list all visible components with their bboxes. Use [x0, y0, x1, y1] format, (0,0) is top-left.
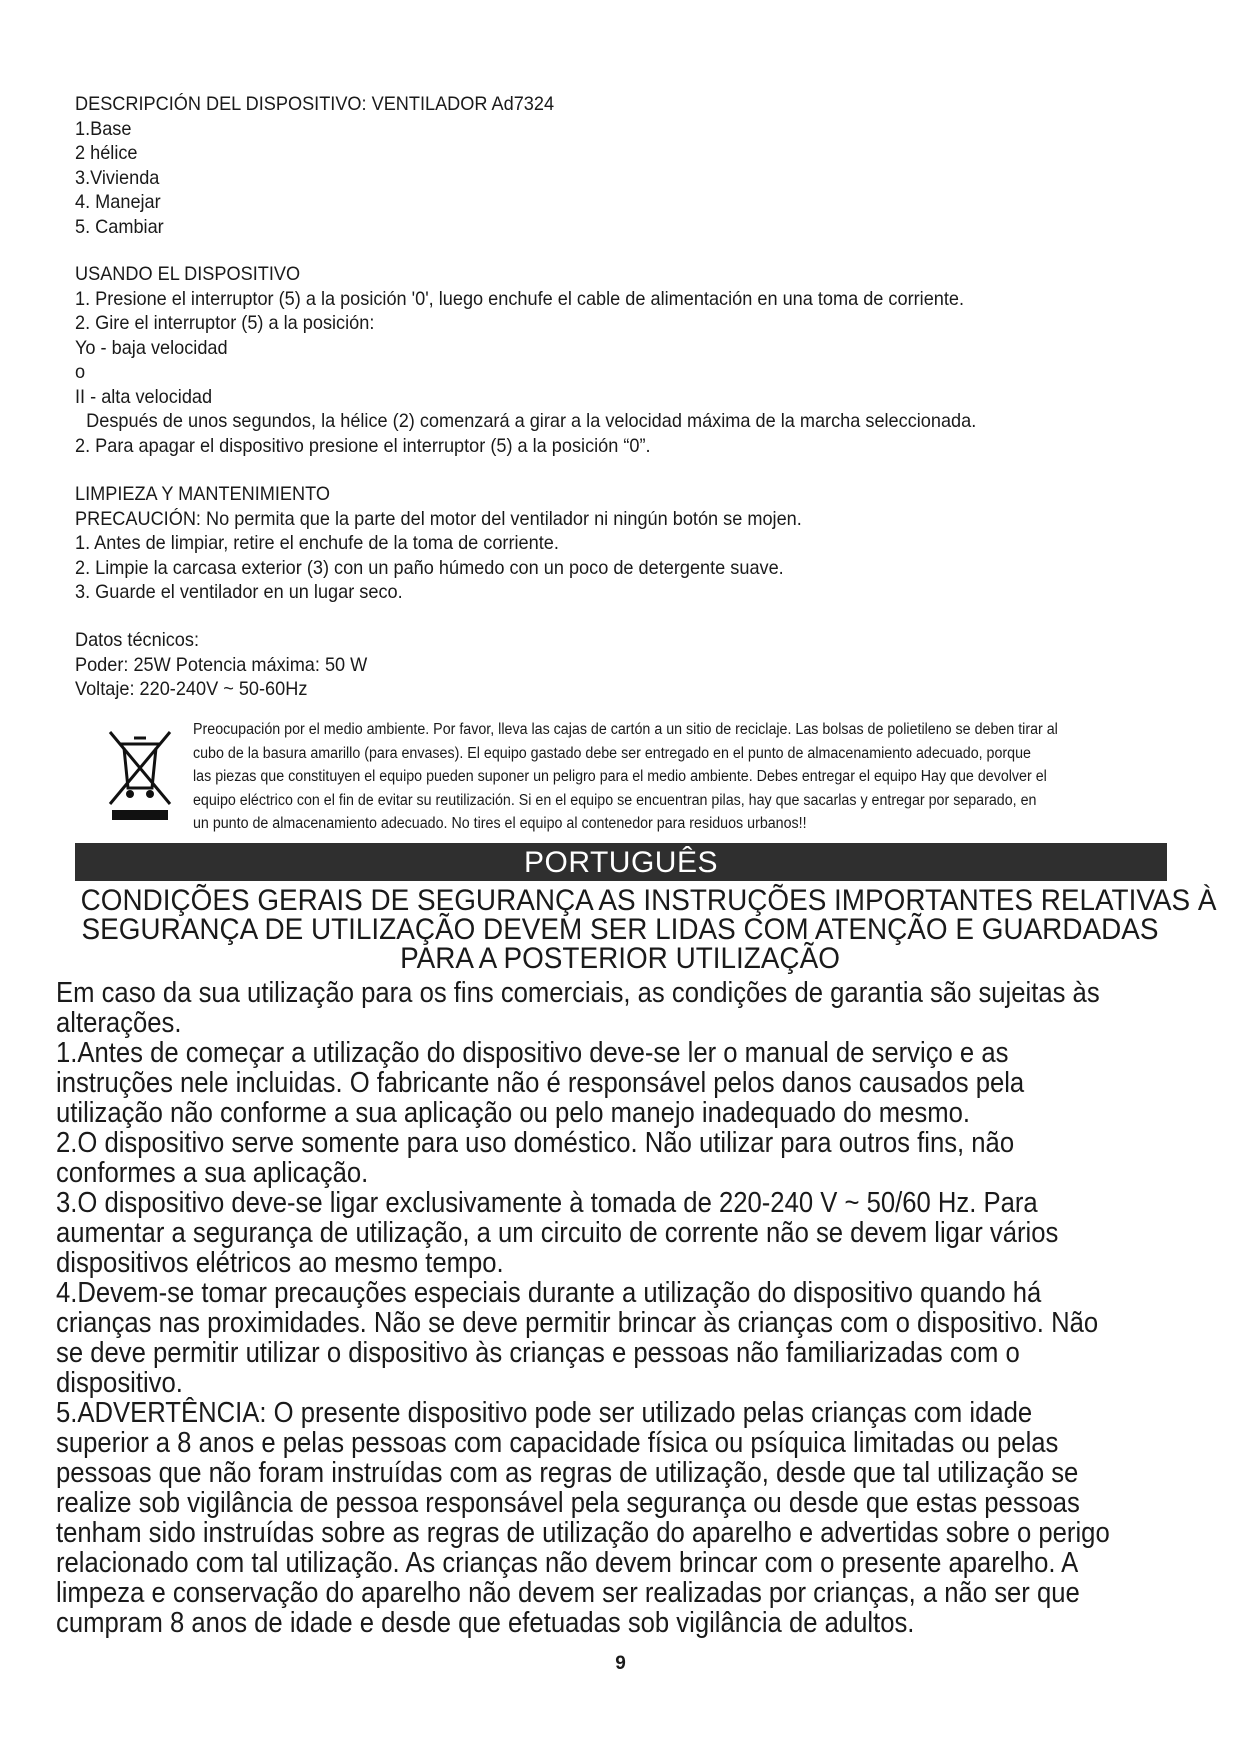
part-item: 3.Vivienda [75, 166, 160, 189]
usage-note: Después de unos segundos, la hélice (2) comenzará a girar a la velocidad máxima de la marcha seleccionada. [86, 410, 977, 432]
body-line: dispositivos elétricos ao mesmo tempo. [56, 1247, 504, 1279]
body-line: pessoas que não foram instruídas com as regras de utilização, desde que tal utilização se [56, 1457, 1079, 1489]
safety-title-line: PARA A POSTERIOR UTILIZAÇÃO [400, 942, 840, 975]
cleaning-step: 2. Limpie la carcasa exterior (3) con un paño húmedo con un poco de detergente suave. [75, 556, 784, 579]
language-section-header [75, 843, 1167, 881]
speed-option: Yo - baja velocidad [75, 336, 228, 359]
body-line: 4.Devem-se tomar precauções especiais durante a utilização do dispositivo quando há [56, 1277, 1042, 1309]
cleaning-caution: PRECAUCIÓN: No permita que la parte del motor del ventilador ni ningún botón se mojen. [75, 507, 802, 530]
environment-notice [100, 718, 1180, 838]
cleaning-step: 1. Antes de limpiar, retire el enchufe de la toma de corriente. [75, 532, 559, 554]
body-line: 2.O dispositivo serve somente para uso doméstico. Não utilizar para outros fins, não [56, 1127, 1015, 1159]
cleaning-section [75, 482, 1117, 605]
environment-line: equipo eléctrico con el fin de evitar su reutilización. Si en el equipo se encuentran pilas, hay que sacarlas y entregar por separado, en [193, 791, 1037, 809]
cleaning-heading: LIMPIEZA Y MANTENIMIENTO [75, 483, 330, 505]
speed-option-separator: o [75, 361, 86, 383]
body-line: tenham sido instruídas sobre as regras de utilização do aparelho e advertidas sobre o perigo [56, 1517, 1110, 1549]
crossed-out-wheelie-bin-icon [108, 726, 172, 822]
body-line: relacionado com tal utilização. As crianças não devem brincar com o presente aparelho. A [56, 1547, 1079, 1579]
technical-heading: Datos técnicos: [75, 629, 199, 651]
language-label: PORTUGUÊS [524, 846, 718, 879]
device-description-section [75, 92, 1117, 239]
usage-step: 2. Gire el interruptor (5) a la posición: [75, 312, 375, 334]
technical-voltage: Voltaje: 220-240V ~ 50-60Hz [75, 678, 308, 700]
environment-line: las piezas que constituyen el equipo pueden suponer un peligro para el medio ambiente. Debes entregar el equipo Hay que devolver el [193, 768, 1047, 785]
environment-line: cubo de la basura amarillo (para envases). El equipo gastado debe ser entregado en el punto de almacenamiento adecuado, porque [193, 744, 1031, 762]
environment-line: un punto de almacenamiento adecuado. No tires el equipo al contenedor para residuos urbanos!! [193, 815, 807, 832]
safety-title [40, 884, 1217, 975]
safety-instructions [56, 978, 1241, 1638]
usage-heading: USANDO EL DISPOSITIVO [75, 263, 301, 285]
part-item: 2 hélice [75, 142, 138, 164]
usage-step: 1. Presione el interruptor (5) a la posición '0', luego enchufe el cable de alimentación en una toma de corriente. [75, 287, 965, 310]
body-line: 5.ADVERTÊNCIA: O presente dispositivo pode ser utilizado pelas crianças com idade [56, 1397, 1033, 1429]
body-line: instruções nele incluidas. O fabricante não é responsável pelos danos causados pela [56, 1067, 1025, 1099]
usage-step: 2. Para apagar el dispositivo presione el interruptor (5) a la posición “0”. [75, 434, 651, 457]
usage-section [75, 262, 1117, 458]
body-line: dispositivo. [56, 1367, 183, 1399]
part-item: 5. Cambiar [75, 215, 164, 238]
body-line: limpeza e conservação do aparelho não devem ser realizadas por crianças, a não ser que [56, 1577, 1080, 1609]
technical-data-section [75, 628, 1117, 702]
environment-text [193, 718, 1159, 836]
safety-title-line: CONDIÇÕES GERAIS DE SEGURANÇA AS INSTRUÇÕES IMPORTANTES RELATIVAS À [80, 884, 1217, 917]
cleaning-step: 3. Guarde el ventilador en un lugar seco. [75, 581, 403, 603]
body-line: se deve permitir utilizar o dispositivo às crianças e pessoas não familiarizadas com o [56, 1337, 1020, 1369]
body-line: realize sob vigilância de pessoa responsável pela segurança ou desde que estas pessoas [56, 1487, 1080, 1519]
body-line: 1.Antes de começar a utilização do dispositivo deve-se ler o manual de serviço e as [56, 1037, 1009, 1069]
body-line: cumpram 8 anos de idade e desde que efetuadas sob vigilância de adultos. [56, 1607, 915, 1639]
description-heading: DESCRIPCIÓN DEL DISPOSITIVO: VENTILADOR Ad7324 [75, 93, 555, 115]
body-line: aumentar a segurança de utilização, a um circuito de corrente não se devem ligar vários [56, 1217, 1059, 1249]
body-line: utilização não conforme a sua aplicação ou pelo manejo inadequado do mesmo. [56, 1097, 971, 1129]
environment-line: Preocupación por el medio ambiente. Por favor, lleva las cajas de cartón a un sitio de reciclaje. Las bolsas de polietileno se deben tirar al [193, 721, 1058, 738]
part-item: 1.Base [75, 117, 132, 140]
body-line: superior a 8 anos e pelas pessoas com capacidade física ou psíquica limitadas ou pelas [56, 1427, 1059, 1459]
safety-title-line: SEGURANÇA DE UTILIZAÇÃO DEVEM SER LIDAS COM ATENÇÃO E GUARDADAS [81, 913, 1159, 946]
body-line: alterações. [56, 1007, 182, 1039]
part-item: 4. Manejar [75, 191, 161, 213]
body-line: conformes a sua aplicação. [56, 1157, 369, 1189]
technical-power: Poder: 25W Potencia máxima: 50 W [75, 653, 368, 676]
body-line: 3.O dispositivo deve-se ligar exclusivamente à tomada de 220-240 V ~ 50/60 Hz. Para [56, 1187, 1038, 1219]
speed-option: II - alta velocidad [75, 385, 213, 408]
page-number: 9 [615, 1653, 626, 1674]
body-line: Em caso da sua utilização para os fins comerciais, as condições de garantia são sujeitas às [56, 977, 1100, 1009]
body-line: crianças nas proximidades. Não se deve permitir brincar às crianças com o dispositivo. Não [56, 1307, 1099, 1339]
